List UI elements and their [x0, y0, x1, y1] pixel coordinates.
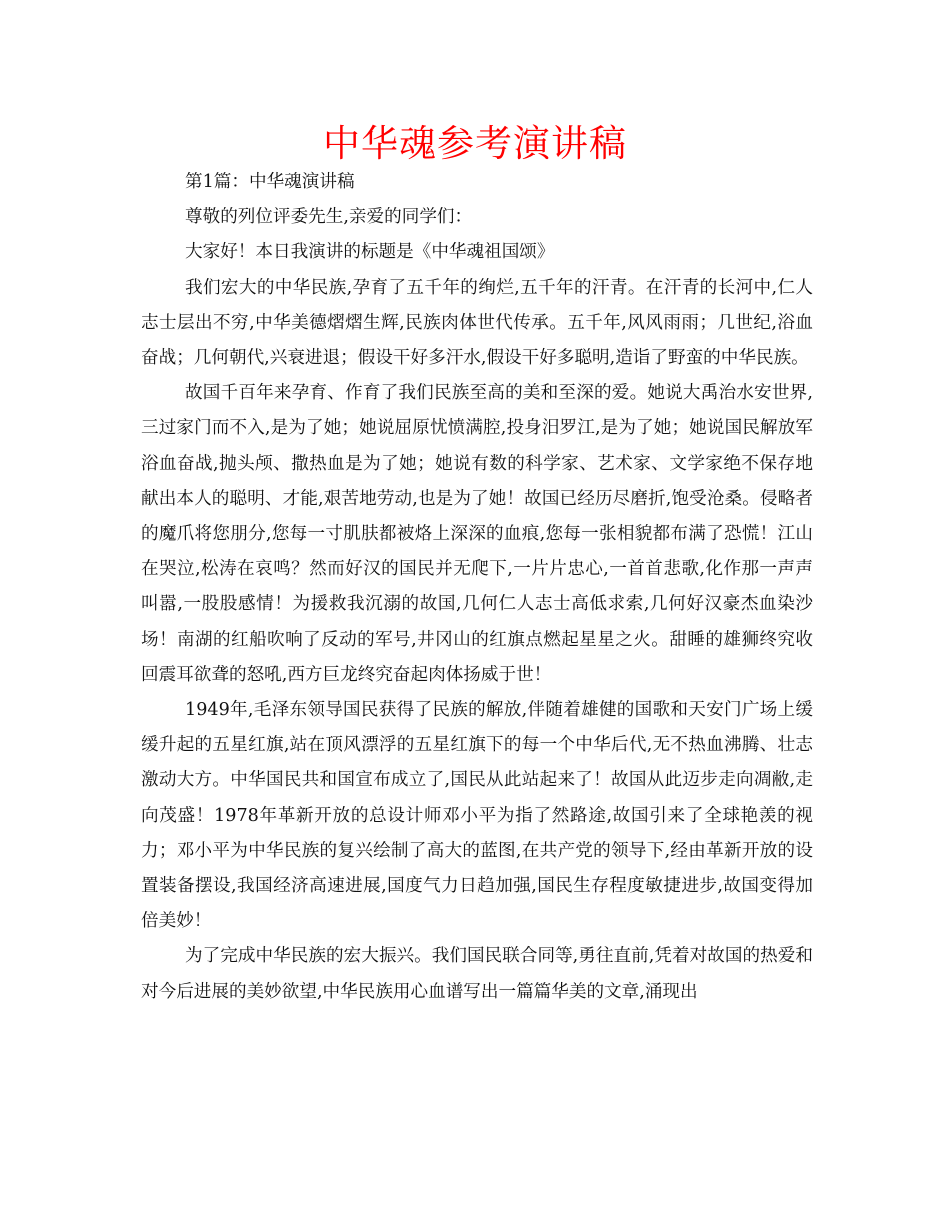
paragraph-chapter-heading: 第1篇：中华魂演讲稿 — [185, 172, 355, 192]
paragraph-body: 1949年,毛泽东领导国民获得了民族的解放,伴随着雄健的国歌和天安门广场上缓缓升起的五星红旗,站在顶风漂浮的五星红旗下的每一个中华后代,无不热血沸腾、壮志激动大方。中华国民共和国宣布成立了,国民从此站起来了！故国从此迈步走向凋敝,走向茂盛！1978年革新开放的总设计师邓小平为指了然路途,故国引来了全球艳羡的视力；邓小平为中华民族的复兴绘制了高大的蓝图,在共产党的领导下,经由革新开放的设置装备摆设,我国经济高速进展,国度气力日趋加强,国民生存程度敏捷进步,故国变得加倍美妙！ — [141, 700, 813, 932]
paragraph-body: 我们宏大的中华民族,孕育了五千年的绚烂,五千年的汗青。在汗青的长河中,仁人志士层出不穷,中华美德熠熠生辉,民族肉体世代传承。五千年,风风雨雨；几世纪,浴血奋战；几何朝代,兴衰进退；假设干好多汗水,假设干好多聪明,造诣了野蛮的中华民族。 — [141, 277, 813, 369]
paragraph-body: 故国千百年来孕育、作育了我们民族至高的美和至深的爱。她说大禹治水安世界,三过家门而不入,是为了她；她说屈原忧愤满腔,投身汨罗江,是为了她；她说国民解放军浴血奋战,抛头颅、撒热血是为了她；她说有数的科学家、艺术家、文学家绝不保存地献出本人的聪明、才能,艰苦地劳动,也是为了她！故国已经历尽磨折,饱受沧桑。侵略者的魔爪将您朋分,您每一寸肌肤都被烙上深深的血痕,您每一张相貌都布满了恐慌！江山在哭泣,松涛在哀鸣？然而好汉的国民并无爬下,一片片忠心,一首首悲歌,化作那一声声叫嚣,一股股感情！为援救我沉溺的故国,几何仁人志士高低求索,几何好汉豪杰血染沙场！南湖的红船吹响了反动的军号,井冈山的红旗点燃起星星之火。甜睡的雄狮终究收回震耳欲聋的怒吼,西方巨龙终究奋起肉体扬威于世！ — [141, 383, 813, 685]
paragraph-body: 为了完成中华民族的宏大振兴。我们国民联合同等,勇往直前,凭着对故国的热爱和对今后进展的美妙欲望,中华民族用心血谱写出一篇篇华美的文章,涌现出 — [141, 946, 813, 1002]
document-body — [141, 165, 813, 1010]
paragraph-greeting: 大家好！本日我演讲的标题是《中华魂祖国颂》 — [185, 242, 555, 263]
document-title: 中华魂参考演讲稿 — [323, 122, 627, 165]
paragraph-salutation: 尊敬的列位评委先生,亲爱的同学们： — [185, 207, 473, 228]
